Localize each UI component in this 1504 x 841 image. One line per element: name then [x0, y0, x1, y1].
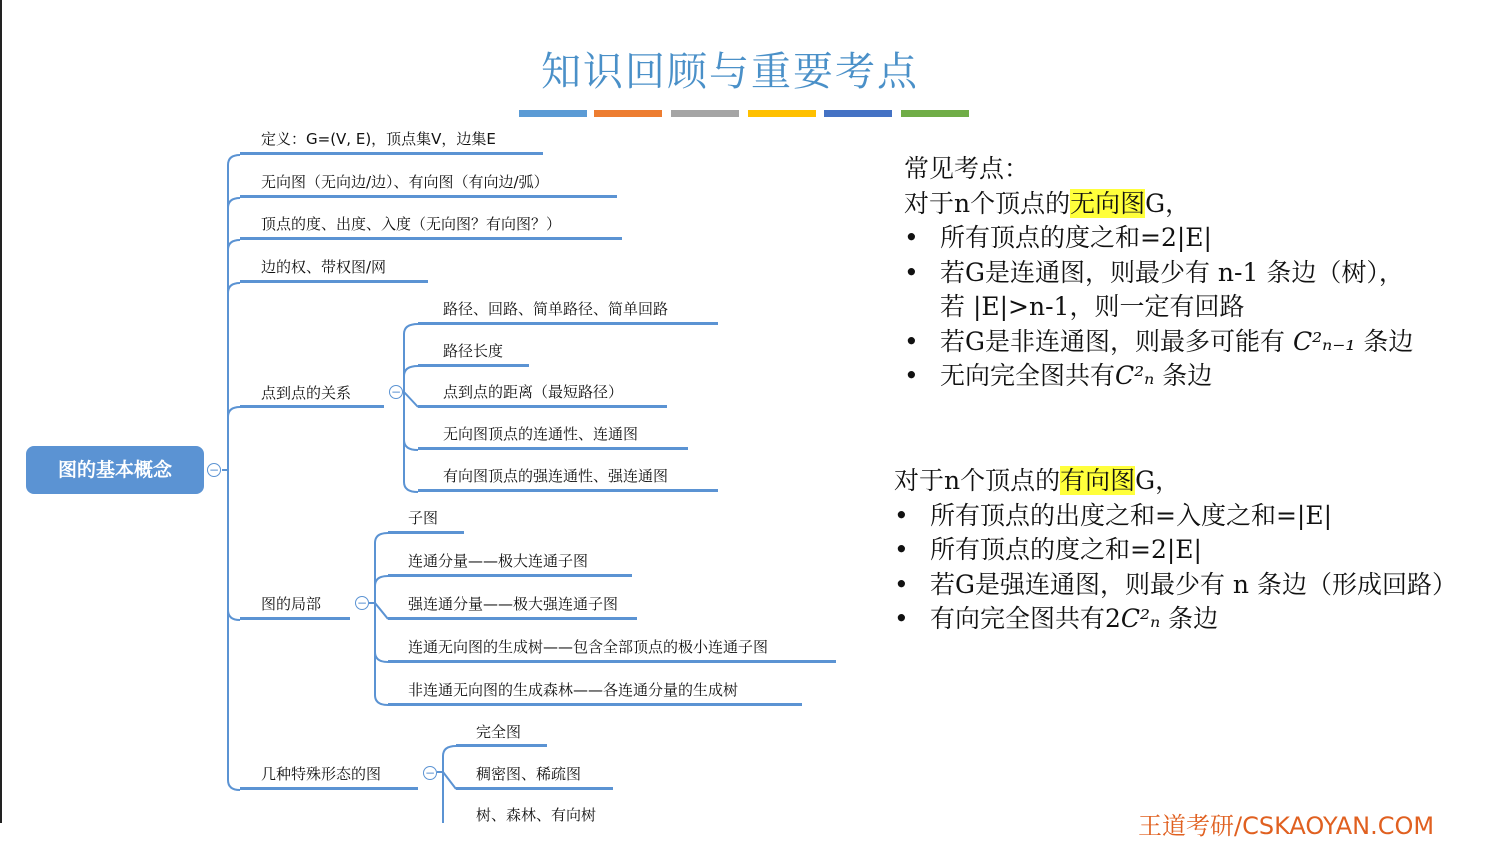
formula-nonconnected: C²ₙ₋₁ — [1292, 326, 1356, 356]
directed-item-1: • 所有顶点的出度之和=入度之和=|E| — [894, 500, 1332, 530]
notes-heading: 常见考点： — [904, 154, 1030, 183]
relation-child-1-underline — [418, 322, 718, 325]
directed-item-2: • 所有顶点的度之和=2|E| — [894, 535, 1202, 564]
relation-child-3-underline — [418, 405, 667, 408]
local-child-1[interactable]: 子图 — [408, 509, 439, 527]
directed-intro: 对于n个顶点的有向图G， — [894, 466, 1181, 495]
local-child-4[interactable]: 连通无向图的生成树——包含全部顶点的极小连通子图 — [408, 638, 769, 656]
local-child-2-underline — [388, 574, 632, 577]
special-child-1[interactable]: 完全图 — [476, 723, 522, 741]
footer-brand: 王道考研/CSKAOYAN.COM — [1138, 812, 1435, 840]
node-relation-underline — [240, 405, 384, 408]
relation-child-5[interactable]: 有向图顶点的强连通性、强连通图 — [443, 467, 669, 485]
page-title: 知识回顾与重要考点 — [541, 49, 919, 95]
collapse-root-icon[interactable]: − — [208, 463, 220, 477]
collapse-local-icon[interactable]: − — [356, 596, 368, 610]
node-undirected-underline — [240, 195, 617, 198]
undirected-item-4: • 无向完全图共有C²ₙ 条边 — [904, 361, 1213, 390]
relation-child-4[interactable]: 无向图顶点的连通性、连通图 — [443, 425, 639, 443]
collapse-relation-icon[interactable]: − — [390, 385, 402, 399]
relation-child-2-underline — [418, 364, 529, 367]
local-child-4-underline — [388, 660, 836, 663]
local-child-2[interactable]: 连通分量——极大连通子图 — [408, 552, 589, 570]
local-child-3[interactable]: 强连通分量——极大强连通子图 — [408, 595, 619, 613]
directed-item-4: • 有向完全图共有2C²ₙ 条边 — [894, 604, 1219, 633]
node-degree[interactable]: 顶点的度、出度、入度（无向图？有向图？） — [261, 215, 562, 233]
local-child-1-underline — [388, 531, 464, 534]
node-degree-underline — [240, 237, 622, 240]
directed-item-3: • 若G是强连通图，则最少有 n 条边（形成回路） — [894, 569, 1457, 599]
relation-child-1[interactable]: 路径、回路、简单路径、简单回路 — [443, 300, 669, 318]
node-relation[interactable]: 点到点的关系 — [261, 384, 352, 402]
node-special-underline — [240, 787, 418, 790]
relation-child-5-underline — [418, 489, 718, 492]
collapse-special-icon[interactable]: − — [424, 766, 436, 780]
undirected-item-1: • 所有顶点的度之和=2|E| — [904, 223, 1212, 252]
local-child-5-underline — [388, 703, 802, 706]
relation-child-3[interactable]: 点到点的距离（最短路径） — [443, 383, 624, 401]
formula-directed-complete: C²ₙ — [1120, 604, 1161, 633]
special-child-3[interactable]: 树、森林、有向树 — [476, 806, 597, 824]
undirected-item-3: • 若G是非连通图，则最多可能有 C²ₙ₋₁ 条边 — [904, 326, 1414, 356]
node-weight-underline — [240, 280, 428, 283]
local-child-3-underline — [388, 617, 637, 620]
special-child-2[interactable]: 稠密图、稀疏图 — [476, 765, 582, 783]
node-local-underline — [240, 617, 350, 620]
node-local[interactable]: 图的局部 — [261, 595, 322, 613]
directed-notes — [894, 464, 1457, 637]
special-child-2-underline — [456, 787, 613, 790]
undirected-item-2b: 若 |E|>n-1，则一定有回路 — [940, 292, 1245, 321]
node-weight[interactable]: 边的权、带权图/网 — [261, 258, 387, 276]
mindmap-root[interactable]: 图的基本概念 — [26, 446, 204, 494]
undirected-item-2: • 若G是连通图，则最少有 n-1 条边（树）， — [904, 257, 1404, 287]
node-definition-underline — [240, 152, 543, 155]
node-undirected-directed[interactable]: 无向图（无向边/边）、有向图（有向边/弧） — [261, 173, 549, 191]
relation-child-4-underline — [418, 447, 688, 450]
node-special[interactable]: 几种特殊形态的图 — [261, 765, 382, 783]
directed-highlight: 有向图 — [1060, 466, 1136, 495]
undirected-highlight: 无向图 — [1070, 188, 1146, 218]
undirected-notes — [904, 152, 1413, 394]
undirected-intro: 对于n个顶点的无向图G， — [904, 188, 1191, 218]
relation-child-2[interactable]: 路径长度 — [443, 342, 504, 360]
local-child-5[interactable]: 非连通无向图的生成森林——各连通分量的生成树 — [408, 681, 739, 699]
formula-complete: C²ₙ — [1115, 361, 1155, 390]
node-definition[interactable]: 定义：G=(V, E)，顶点集V，边集E — [261, 130, 496, 148]
special-child-1-underline — [456, 744, 547, 747]
